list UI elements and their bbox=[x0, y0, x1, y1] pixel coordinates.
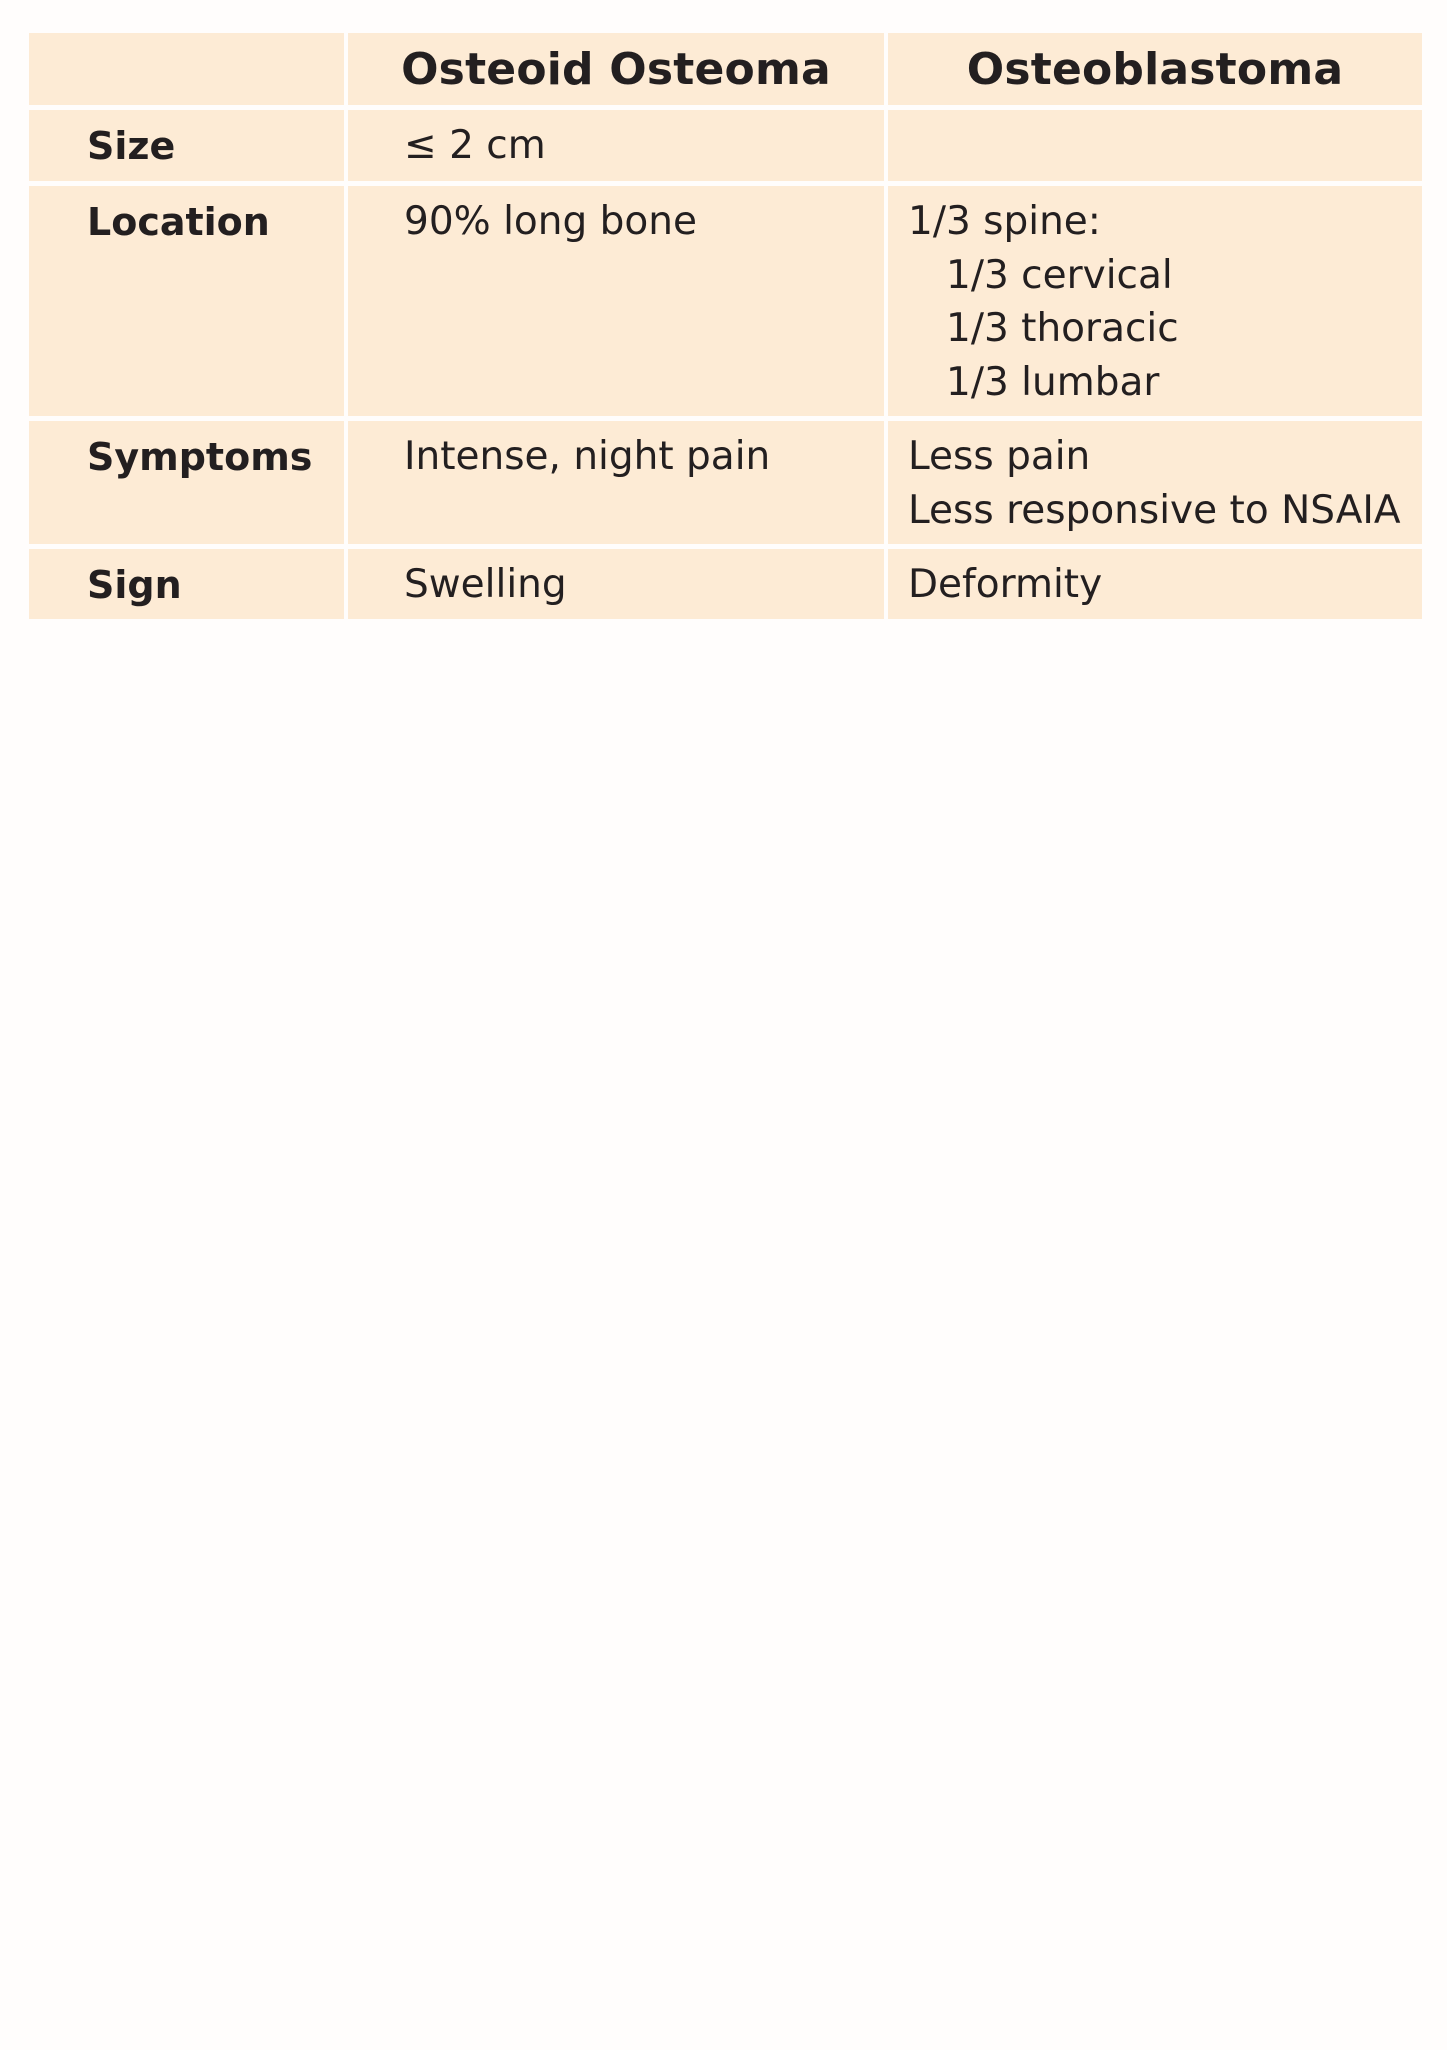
cell-line: 1/3 spine: bbox=[908, 199, 1101, 244]
symptoms-osteoid-osteoma bbox=[348, 421, 884, 544]
location-osteoid-osteoma bbox=[348, 186, 884, 416]
cell-line: Deformity bbox=[908, 562, 1103, 607]
cell-line: ≤ 2 cm bbox=[404, 123, 546, 168]
sign-osteoblastoma bbox=[888, 549, 1422, 619]
cell-line: 1/3 lumbar bbox=[946, 359, 1160, 405]
cell-line: 1/3 thoracic bbox=[946, 306, 1179, 351]
header-osteoblastoma: Osteoblastoma bbox=[888, 33, 1422, 105]
row-label-sign: Sign bbox=[29, 549, 344, 619]
row-label-size: Size bbox=[29, 110, 344, 181]
size-osteoblastoma bbox=[888, 110, 1422, 181]
row-label-location: Location bbox=[29, 186, 344, 416]
cell-line: Swelling bbox=[404, 562, 567, 607]
location-osteoblastoma bbox=[888, 186, 1422, 416]
cell-line: Less pain bbox=[908, 434, 1091, 479]
symptoms-osteoblastoma bbox=[888, 421, 1422, 544]
size-osteoid-osteoma bbox=[348, 110, 884, 181]
header-osteoid-osteoma: Osteoid Osteoma bbox=[348, 33, 884, 105]
cell-line: 90% long bone bbox=[404, 199, 697, 244]
comparison-table bbox=[29, 33, 1422, 619]
header-empty-cell bbox=[29, 33, 344, 105]
cell-line: 1/3 cervical bbox=[946, 252, 1173, 298]
cell-line: Less responsive to NSAIA bbox=[908, 487, 1401, 533]
sign-osteoid-osteoma bbox=[348, 549, 884, 619]
row-label-symptoms: Symptoms bbox=[29, 421, 344, 544]
cell-line: Intense, night pain bbox=[404, 434, 771, 479]
